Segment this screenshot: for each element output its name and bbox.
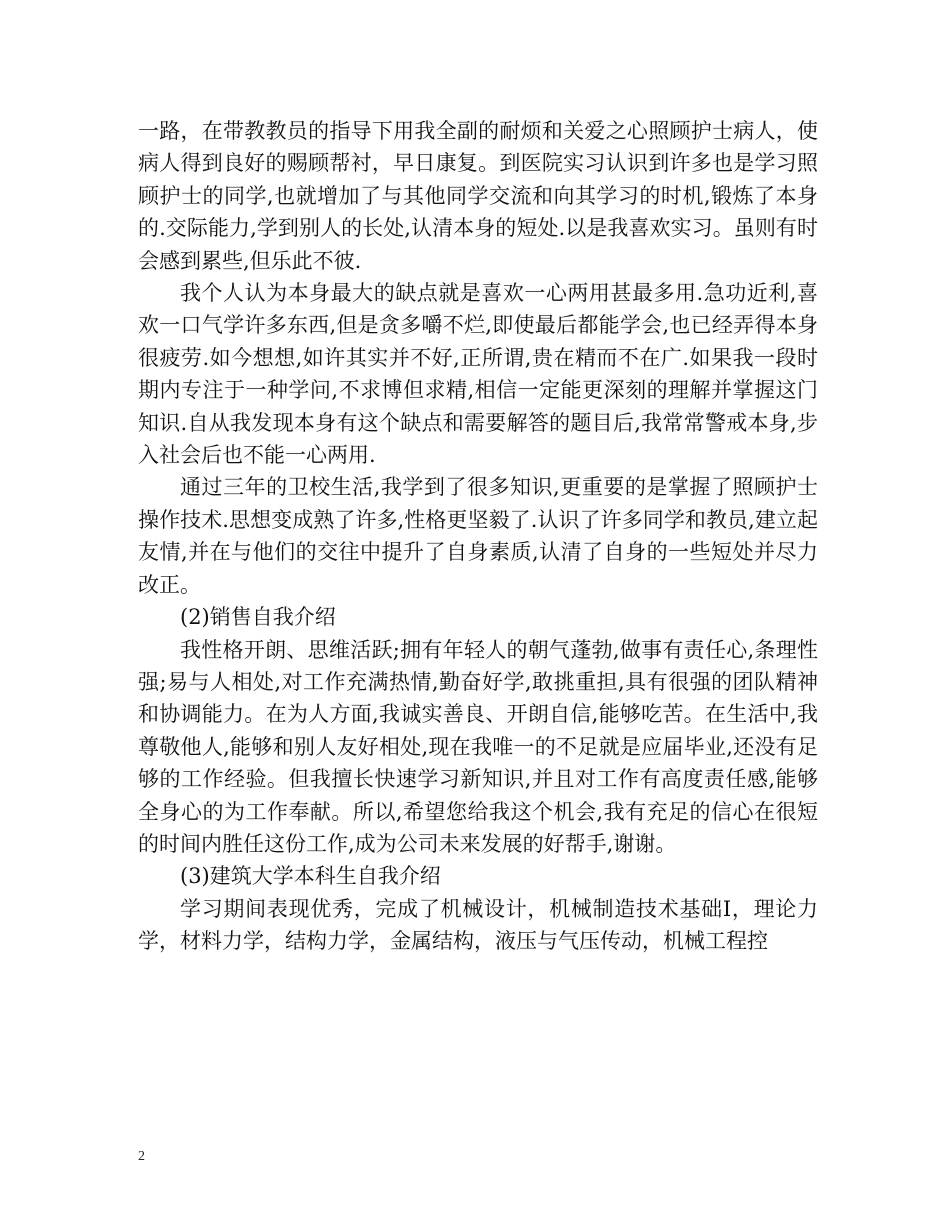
paragraph-5: 学习期间表现优秀，完成了机械设计，机械制造技术基础Ⅰ，理论力学，材料力学，结构力学，金属结构，液压与气压传动，机械工程控 <box>138 896 818 954</box>
document-body <box>138 115 818 958</box>
paragraph-2: 我个人认为本身最大的缺点就是喜欢一心两用甚最多用.急功近利,喜欢一口气学许多东西,但是贪多嚼不烂,即使最后都能学会,也已经弄得本身很疲劳.如今想想,如许其实并不好,正所谓,贵在精而不在广.如果我一段时期内专注于一种学问,不求博但求精,相信一定能更深刻的理解并掌握这门知识.自从我发现本身有这个缺点和需要解答的题目后,我常常警戒本身,步入社会后也不能一心两用. <box>138 281 818 468</box>
paragraph-4: 我性格开朗、思维活跃;拥有年轻人的朝气蓬勃,做事有责任心,条理性强;易与人相处,对工作充满热情,勤奋好学,敢挑重担,具有很强的团队精神和协调能力。在为人方面,我诚实善良、开朗自信,能够吃苦。在生活中,我尊敬他人,能够和别人友好相处,现在我唯一的不足就是应届毕业,还没有足够的工作经验。但我擅长快速学习新知识,并且对工作有高度责任感,能够全身心的为工作奉献。所以,希望您给我这个机会,我有充足的信心在很短的时间内胜任这份工作,成为公司未来发展的好帮手,谢谢。 <box>138 637 818 856</box>
paragraph-3: 通过三年的卫校生活,我学到了很多知识,更重要的是掌握了照顾护士操作技术.思想变成熟了许多,性格更坚毅了.认识了许多同学和教员,建立起友情,并在与他们的交往中提升了自身素质,认清了自身的一些短处并尽力改正。 <box>138 475 818 597</box>
page-number: 2 <box>138 1149 145 1164</box>
paragraph-1: 一路，在带教教员的指导下用我全副的耐烦和关爱之心照顾护士病人，使病人得到良好的赐顾帮衬，早日康复。到医院实习认识到许多也是学习照顾护士的同学,也就增加了与其他同学交流和向其学习的时机,锻炼了本身的.交际能力,学到别人的长处,认清本身的短处.以是我喜欢实习。虽则有时会感到累些,但乐此不彼. <box>138 119 818 273</box>
section-heading-architecture: (3)建筑大学本科生自我介绍 <box>180 864 441 889</box>
section-heading-sales: (2)销售自我介绍 <box>180 605 336 630</box>
